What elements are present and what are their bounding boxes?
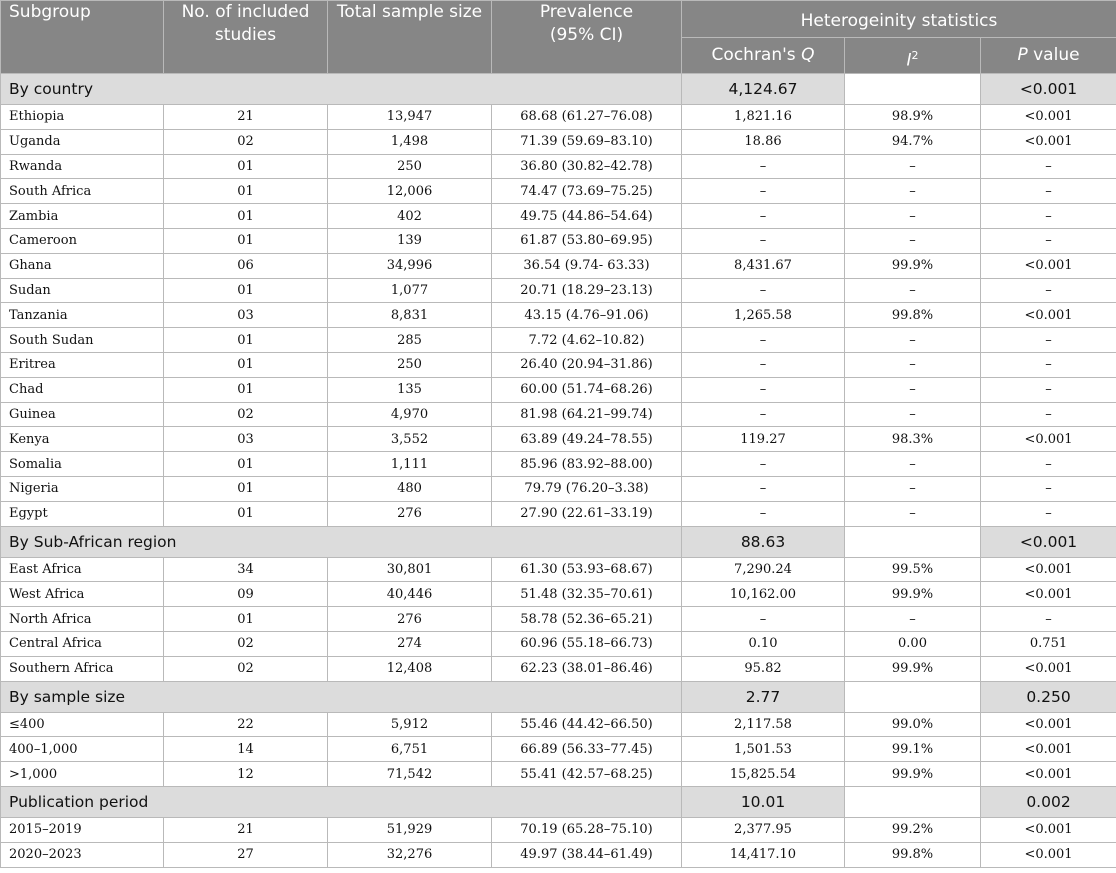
row-cochran-q: 18.86 bbox=[682, 129, 845, 154]
row-p-value: – bbox=[981, 476, 1116, 501]
row-subgroup: Ethiopia bbox=[1, 105, 164, 130]
row-i-squared: 98.3% bbox=[845, 427, 981, 452]
row-i-squared: – bbox=[845, 352, 981, 377]
row-p-value: <0.001 bbox=[981, 762, 1116, 787]
row-p-value: – bbox=[981, 377, 1116, 402]
row-sample-size: 250 bbox=[328, 154, 492, 179]
row-i-squared: 99.0% bbox=[845, 712, 981, 737]
section-cochran-q: 10.01 bbox=[682, 786, 845, 817]
row-cochran-q: – bbox=[682, 328, 845, 353]
row-i-squared: – bbox=[845, 328, 981, 353]
row-studies: 21 bbox=[164, 817, 328, 842]
row-prevalence: 26.40 (20.94–31.86) bbox=[492, 352, 682, 377]
row-cochran-q: – bbox=[682, 228, 845, 253]
row-sample-size: 51,929 bbox=[328, 817, 492, 842]
row-studies: 01 bbox=[164, 328, 328, 353]
row-prevalence: 49.75 (44.86–54.64) bbox=[492, 204, 682, 229]
header-prevalence-line2: (95% CI) bbox=[549, 25, 624, 45]
section-row bbox=[1, 74, 1116, 105]
row-studies: 02 bbox=[164, 402, 328, 427]
section-i-squared-empty bbox=[845, 786, 981, 817]
header-heterogeneity: Heterogeinity statistics bbox=[682, 1, 1116, 38]
row-sample-size: 285 bbox=[328, 328, 492, 353]
row-i-squared: 99.5% bbox=[845, 557, 981, 582]
row-p-value: <0.001 bbox=[981, 105, 1116, 130]
row-subgroup: Egypt bbox=[1, 501, 164, 526]
section-i-squared-empty bbox=[845, 74, 981, 105]
row-prevalence: 20.71 (18.29–23.13) bbox=[492, 278, 682, 303]
row-studies: 09 bbox=[164, 582, 328, 607]
row-p-value: – bbox=[981, 179, 1116, 204]
row-studies: 27 bbox=[164, 842, 328, 867]
row-cochran-q: – bbox=[682, 402, 845, 427]
table-row bbox=[1, 607, 1116, 632]
table-row bbox=[1, 352, 1116, 377]
row-i-squared: 99.9% bbox=[845, 582, 981, 607]
header-cochran-q bbox=[682, 38, 845, 74]
row-prevalence: 55.41 (42.57–68.25) bbox=[492, 762, 682, 787]
row-cochran-q: 1,265.58 bbox=[682, 303, 845, 328]
header-prevalence bbox=[492, 1, 682, 74]
row-subgroup: South Sudan bbox=[1, 328, 164, 353]
row-prevalence: 79.79 (76.20–3.38) bbox=[492, 476, 682, 501]
row-studies: 01 bbox=[164, 352, 328, 377]
row-subgroup: Guinea bbox=[1, 402, 164, 427]
row-i-squared: 99.9% bbox=[845, 253, 981, 278]
row-studies: 02 bbox=[164, 631, 328, 656]
row-cochran-q: 14,417.10 bbox=[682, 842, 845, 867]
section-i-squared-empty bbox=[845, 526, 981, 557]
header-p-letter: P bbox=[1017, 45, 1028, 65]
header-cochran-prefix: Cochran's bbox=[711, 45, 802, 65]
row-sample-size: 276 bbox=[328, 607, 492, 632]
row-studies: 21 bbox=[164, 105, 328, 130]
table-row bbox=[1, 762, 1116, 787]
row-i-squared: – bbox=[845, 204, 981, 229]
row-cochran-q: – bbox=[682, 476, 845, 501]
row-p-value: <0.001 bbox=[981, 712, 1116, 737]
header-studies: No. of included studies bbox=[164, 1, 328, 74]
row-subgroup: Ghana bbox=[1, 253, 164, 278]
row-subgroup: Uganda bbox=[1, 129, 164, 154]
table-row bbox=[1, 427, 1116, 452]
row-p-value: – bbox=[981, 278, 1116, 303]
header-prevalence-line1: Prevalence bbox=[539, 2, 634, 22]
row-i-squared: – bbox=[845, 402, 981, 427]
row-i-squared: 99.8% bbox=[845, 842, 981, 867]
row-sample-size: 402 bbox=[328, 204, 492, 229]
row-cochran-q: – bbox=[682, 352, 845, 377]
row-subgroup: Chad bbox=[1, 377, 164, 402]
row-prevalence: 85.96 (83.92–88.00) bbox=[492, 452, 682, 477]
row-subgroup: 2020–2023 bbox=[1, 842, 164, 867]
row-p-value: <0.001 bbox=[981, 253, 1116, 278]
row-sample-size: 71,542 bbox=[328, 762, 492, 787]
row-prevalence: 62.23 (38.01–86.46) bbox=[492, 656, 682, 681]
row-prevalence: 74.47 (73.69–75.25) bbox=[492, 179, 682, 204]
section-row bbox=[1, 681, 1116, 712]
row-subgroup: ≤400 bbox=[1, 712, 164, 737]
table-row bbox=[1, 842, 1116, 867]
row-prevalence: 7.72 (4.62–10.82) bbox=[492, 328, 682, 353]
row-i-squared: 99.9% bbox=[845, 656, 981, 681]
row-sample-size: 139 bbox=[328, 228, 492, 253]
row-studies: 12 bbox=[164, 762, 328, 787]
table-row bbox=[1, 377, 1116, 402]
table-row bbox=[1, 476, 1116, 501]
table-row bbox=[1, 631, 1116, 656]
row-subgroup: Tanzania bbox=[1, 303, 164, 328]
row-p-value: – bbox=[981, 607, 1116, 632]
row-prevalence: 66.89 (56.33–77.45) bbox=[492, 737, 682, 762]
row-cochran-q: – bbox=[682, 154, 845, 179]
row-p-value: <0.001 bbox=[981, 842, 1116, 867]
header-sample-size: Total sample size bbox=[328, 1, 492, 74]
row-i-squared: 99.9% bbox=[845, 762, 981, 787]
section-cochran-q: 4,124.67 bbox=[682, 74, 845, 105]
row-p-value: – bbox=[981, 204, 1116, 229]
row-subgroup: Sudan bbox=[1, 278, 164, 303]
row-sample-size: 480 bbox=[328, 476, 492, 501]
row-subgroup: Nigeria bbox=[1, 476, 164, 501]
table-row bbox=[1, 656, 1116, 681]
row-prevalence: 61.87 (53.80–69.95) bbox=[492, 228, 682, 253]
table-row bbox=[1, 228, 1116, 253]
table-row bbox=[1, 557, 1116, 582]
table-body bbox=[1, 74, 1116, 868]
row-sample-size: 12,408 bbox=[328, 656, 492, 681]
row-sample-size: 32,276 bbox=[328, 842, 492, 867]
row-studies: 22 bbox=[164, 712, 328, 737]
row-prevalence: 60.96 (55.18–66.73) bbox=[492, 631, 682, 656]
row-p-value: <0.001 bbox=[981, 427, 1116, 452]
row-p-value: <0.001 bbox=[981, 582, 1116, 607]
table-row bbox=[1, 402, 1116, 427]
row-sample-size: 274 bbox=[328, 631, 492, 656]
row-cochran-q: – bbox=[682, 278, 845, 303]
row-i-squared: 99.2% bbox=[845, 817, 981, 842]
table-row bbox=[1, 154, 1116, 179]
row-studies: 01 bbox=[164, 204, 328, 229]
row-cochran-q: 95.82 bbox=[682, 656, 845, 681]
row-sample-size: 1,498 bbox=[328, 129, 492, 154]
row-p-value: <0.001 bbox=[981, 303, 1116, 328]
row-prevalence: 43.15 (4.76–91.06) bbox=[492, 303, 682, 328]
row-sample-size: 3,552 bbox=[328, 427, 492, 452]
table-row bbox=[1, 303, 1116, 328]
row-p-value: – bbox=[981, 352, 1116, 377]
table-row bbox=[1, 582, 1116, 607]
row-subgroup: >1,000 bbox=[1, 762, 164, 787]
row-prevalence: 36.54 (9.74- 63.33) bbox=[492, 253, 682, 278]
row-studies: 01 bbox=[164, 452, 328, 477]
row-cochran-q: 8,431.67 bbox=[682, 253, 845, 278]
row-subgroup: 400–1,000 bbox=[1, 737, 164, 762]
table-row bbox=[1, 278, 1116, 303]
row-studies: 01 bbox=[164, 228, 328, 253]
row-i-squared: 99.8% bbox=[845, 303, 981, 328]
row-studies: 02 bbox=[164, 656, 328, 681]
row-sample-size: 13,947 bbox=[328, 105, 492, 130]
row-cochran-q: 2,117.58 bbox=[682, 712, 845, 737]
table-row bbox=[1, 817, 1116, 842]
row-studies: 06 bbox=[164, 253, 328, 278]
row-studies: 03 bbox=[164, 303, 328, 328]
row-cochran-q: 7,290.24 bbox=[682, 557, 845, 582]
row-sample-size: 40,446 bbox=[328, 582, 492, 607]
table-row bbox=[1, 253, 1116, 278]
row-subgroup: Eritrea bbox=[1, 352, 164, 377]
row-cochran-q: 10,162.00 bbox=[682, 582, 845, 607]
row-studies: 01 bbox=[164, 476, 328, 501]
section-p-value: 0.250 bbox=[981, 681, 1116, 712]
row-sample-size: 8,831 bbox=[328, 303, 492, 328]
row-cochran-q: – bbox=[682, 204, 845, 229]
row-cochran-q: 15,825.54 bbox=[682, 762, 845, 787]
section-cochran-q: 2.77 bbox=[682, 681, 845, 712]
row-prevalence: 70.19 (65.28–75.10) bbox=[492, 817, 682, 842]
row-prevalence: 68.68 (61.27–76.08) bbox=[492, 105, 682, 130]
row-p-value: <0.001 bbox=[981, 737, 1116, 762]
row-studies: 02 bbox=[164, 129, 328, 154]
header-p-suffix: value bbox=[1027, 45, 1080, 65]
row-cochran-q: 119.27 bbox=[682, 427, 845, 452]
row-p-value: – bbox=[981, 154, 1116, 179]
row-prevalence: 51.48 (32.35–70.61) bbox=[492, 582, 682, 607]
row-p-value: <0.001 bbox=[981, 656, 1116, 681]
row-studies: 01 bbox=[164, 501, 328, 526]
row-cochran-q: 1,501.53 bbox=[682, 737, 845, 762]
row-prevalence: 60.00 (51.74–68.26) bbox=[492, 377, 682, 402]
row-subgroup: Central Africa bbox=[1, 631, 164, 656]
row-i-squared: – bbox=[845, 452, 981, 477]
table-row bbox=[1, 737, 1116, 762]
row-i-squared: – bbox=[845, 228, 981, 253]
table-row bbox=[1, 204, 1116, 229]
row-subgroup: Rwanda bbox=[1, 154, 164, 179]
section-row bbox=[1, 786, 1116, 817]
table-row bbox=[1, 179, 1116, 204]
row-sample-size: 34,996 bbox=[328, 253, 492, 278]
row-sample-size: 6,751 bbox=[328, 737, 492, 762]
row-i-squared: – bbox=[845, 179, 981, 204]
table-header bbox=[1, 1, 1116, 74]
row-i-squared: – bbox=[845, 476, 981, 501]
section-p-value: <0.001 bbox=[981, 526, 1116, 557]
row-p-value: – bbox=[981, 402, 1116, 427]
row-subgroup: North Africa bbox=[1, 607, 164, 632]
row-cochran-q: – bbox=[682, 179, 845, 204]
row-subgroup: Southern Africa bbox=[1, 656, 164, 681]
header-i-squared bbox=[845, 38, 981, 74]
header-i-letter: I bbox=[906, 50, 912, 71]
row-prevalence: 27.90 (22.61–33.19) bbox=[492, 501, 682, 526]
row-cochran-q: – bbox=[682, 501, 845, 526]
row-prevalence: 61.30 (53.93–68.67) bbox=[492, 557, 682, 582]
row-i-squared: – bbox=[845, 154, 981, 179]
row-prevalence: 36.80 (30.82–42.78) bbox=[492, 154, 682, 179]
row-prevalence: 71.39 (59.69–83.10) bbox=[492, 129, 682, 154]
row-subgroup: West Africa bbox=[1, 582, 164, 607]
row-i-squared: 99.1% bbox=[845, 737, 981, 762]
row-studies: 01 bbox=[164, 607, 328, 632]
row-subgroup: Cameroon bbox=[1, 228, 164, 253]
row-p-value: <0.001 bbox=[981, 129, 1116, 154]
row-i-squared: – bbox=[845, 377, 981, 402]
row-sample-size: 12,006 bbox=[328, 179, 492, 204]
row-subgroup: Kenya bbox=[1, 427, 164, 452]
row-prevalence: 81.98 (64.21–99.74) bbox=[492, 402, 682, 427]
table-row bbox=[1, 129, 1116, 154]
section-title: By country bbox=[1, 74, 682, 105]
row-i-squared: 94.7% bbox=[845, 129, 981, 154]
section-i-squared-empty bbox=[845, 681, 981, 712]
row-p-value: 0.751 bbox=[981, 631, 1116, 656]
row-prevalence: 58.78 (52.36–65.21) bbox=[492, 607, 682, 632]
section-title: By sample size bbox=[1, 681, 682, 712]
row-i-squared: – bbox=[845, 278, 981, 303]
header-i-sup: 2 bbox=[911, 49, 919, 62]
row-sample-size: 250 bbox=[328, 352, 492, 377]
row-cochran-q: 0.10 bbox=[682, 631, 845, 656]
row-sample-size: 5,912 bbox=[328, 712, 492, 737]
row-sample-size: 1,077 bbox=[328, 278, 492, 303]
row-prevalence: 55.46 (44.42–66.50) bbox=[492, 712, 682, 737]
row-subgroup: Somalia bbox=[1, 452, 164, 477]
row-cochran-q: – bbox=[682, 377, 845, 402]
row-prevalence: 49.97 (38.44–61.49) bbox=[492, 842, 682, 867]
row-i-squared: – bbox=[845, 607, 981, 632]
row-studies: 01 bbox=[164, 154, 328, 179]
row-subgroup: East Africa bbox=[1, 557, 164, 582]
row-studies: 03 bbox=[164, 427, 328, 452]
row-p-value: – bbox=[981, 228, 1116, 253]
row-subgroup: South Africa bbox=[1, 179, 164, 204]
row-studies: 01 bbox=[164, 179, 328, 204]
row-i-squared: 0.00 bbox=[845, 631, 981, 656]
row-p-value: – bbox=[981, 452, 1116, 477]
section-p-value: <0.001 bbox=[981, 74, 1116, 105]
row-cochran-q: – bbox=[682, 452, 845, 477]
table-row bbox=[1, 501, 1116, 526]
table-row bbox=[1, 452, 1116, 477]
header-cochran-q-letter: Q bbox=[801, 45, 815, 65]
row-cochran-q: 1,821.16 bbox=[682, 105, 845, 130]
row-sample-size: 135 bbox=[328, 377, 492, 402]
header-p-value bbox=[981, 38, 1116, 74]
row-i-squared: – bbox=[845, 501, 981, 526]
row-sample-size: 276 bbox=[328, 501, 492, 526]
row-prevalence: 63.89 (49.24–78.55) bbox=[492, 427, 682, 452]
table-row bbox=[1, 328, 1116, 353]
row-sample-size: 4,970 bbox=[328, 402, 492, 427]
section-cochran-q: 88.63 bbox=[682, 526, 845, 557]
row-p-value: – bbox=[981, 328, 1116, 353]
row-studies: 01 bbox=[164, 278, 328, 303]
table-row bbox=[1, 712, 1116, 737]
row-studies: 14 bbox=[164, 737, 328, 762]
header-subgroup: Subgroup bbox=[1, 1, 164, 74]
row-sample-size: 30,801 bbox=[328, 557, 492, 582]
row-studies: 01 bbox=[164, 377, 328, 402]
row-sample-size: 1,111 bbox=[328, 452, 492, 477]
row-cochran-q: – bbox=[682, 607, 845, 632]
row-i-squared: 98.9% bbox=[845, 105, 981, 130]
section-title: Publication period bbox=[1, 786, 682, 817]
row-p-value: <0.001 bbox=[981, 557, 1116, 582]
row-p-value: <0.001 bbox=[981, 817, 1116, 842]
section-row bbox=[1, 526, 1116, 557]
section-p-value: 0.002 bbox=[981, 786, 1116, 817]
row-subgroup: 2015–2019 bbox=[1, 817, 164, 842]
table-row bbox=[1, 105, 1116, 130]
section-title: By Sub-African region bbox=[1, 526, 682, 557]
row-studies: 34 bbox=[164, 557, 328, 582]
row-cochran-q: 2,377.95 bbox=[682, 817, 845, 842]
row-subgroup: Zambia bbox=[1, 204, 164, 229]
row-p-value: – bbox=[981, 501, 1116, 526]
